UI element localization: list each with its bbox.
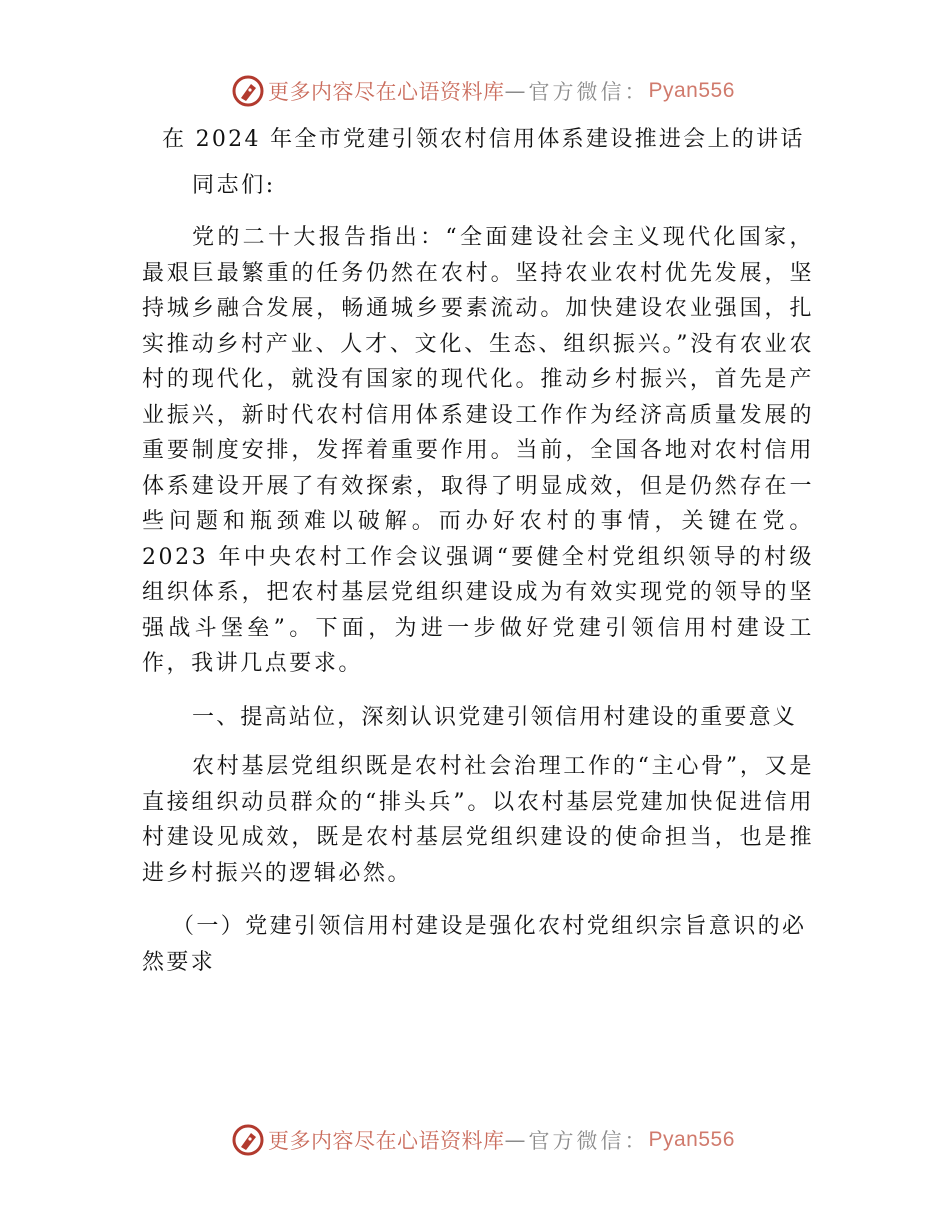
paragraph-intro: 党的二十大报告指出：“全面建设社会主义现代化国家，最艰巨最繁重的任务仍然在农村。坚持农业农村优先发展，坚持城乡融合发展，畅通城乡要素流动。加快建设农业强国，扎实推动乡村产业、人才、文化、生态、组织振兴。”没有农业农村的现代化，就没有国家的现代化。推动乡村振兴，首先是产业振兴，新时代农村信用体系建设工作作为经济高质量发展的重要制度安排，发挥着重要作用。当前，全国各地对农村信用体系建设开展了有效探索，取得了明显成效，但是仍然存在一些问题和瓶颈难以破解。而办好农村的事情，关键在党。2023 年中央农村工作会议强调“要健全村党组织领导的村级组织体系，把农村基层党组织建设成为有效实现党的领导的坚强战斗堡垒”。下面，为进一步做好党建引领信用村建设工作，我讲几点要求。 <box>142 225 814 676</box>
pen-nib-logo-icon <box>232 1124 264 1156</box>
document-title: 在 2024 年全市党建引领农村信用体系建设推进会上的讲话 <box>162 127 805 152</box>
section-heading-1: 一、提高站位，深刻认识党建引领信用村建设的重要意义 <box>192 704 798 730</box>
watermark-wechat-label: 官方微信： <box>528 1129 649 1153</box>
watermark-wechat-id: Pyan556 <box>648 79 735 102</box>
watermark-wechat-id: Pyan556 <box>648 1128 735 1151</box>
watermark-header <box>232 73 735 109</box>
watermark-red-text: 更多内容尽在心语资料库 <box>268 1129 505 1153</box>
salutation: 同志们: <box>192 173 276 198</box>
paragraph-section-1: 农村基层党组织既是农村社会治理工作的“主心骨”，又是直接组织动员群众的“排头兵”。以农村基层党建加快促进信用村建设见成效，既是农村基层党组织建设的使命担当，也是推进乡村振兴的逻辑必然。 <box>142 754 814 886</box>
watermark-footer <box>232 1122 735 1158</box>
pen-nib-logo-icon <box>232 75 264 107</box>
watermark-dash: — <box>504 79 529 103</box>
watermark-wechat-label: 官方微信： <box>528 80 649 104</box>
document-page <box>142 120 814 980</box>
watermark-red-text: 更多内容尽在心语资料库 <box>268 80 505 104</box>
subsection-heading-1-1: （一）党建引领信用村建设是强化农村党组织宗旨意识的必然要求 <box>142 914 807 975</box>
watermark-dash: — <box>504 1128 529 1152</box>
